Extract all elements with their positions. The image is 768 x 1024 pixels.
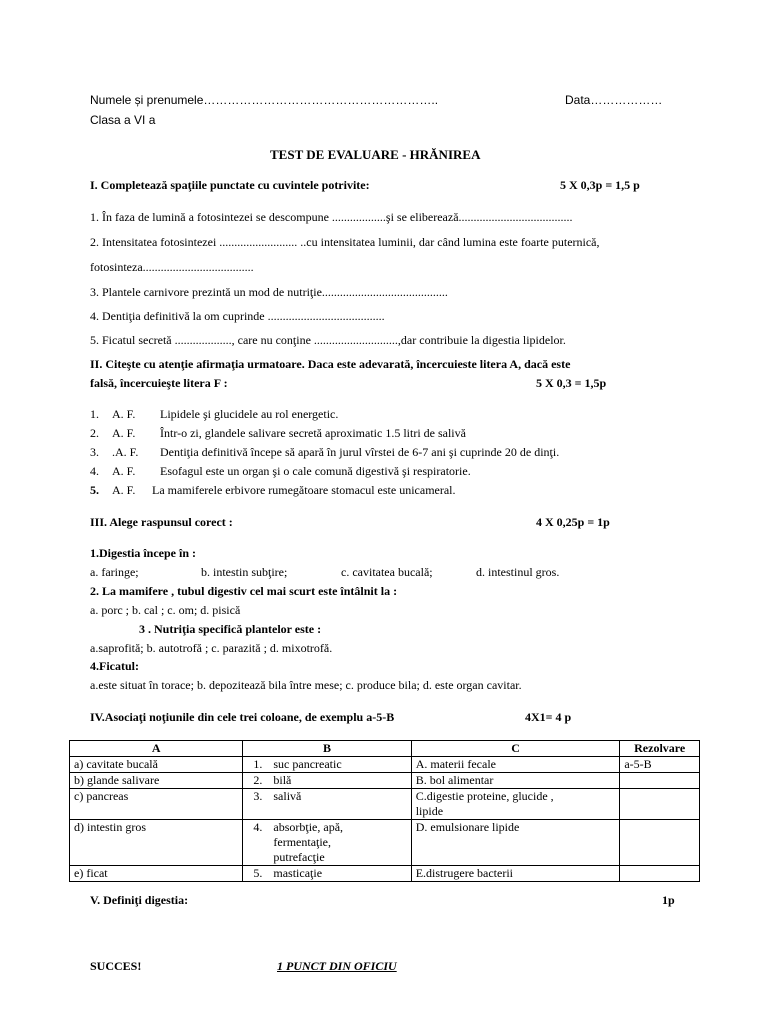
tf-item: [90, 483, 456, 498]
cell-b: [243, 820, 411, 866]
tf-statement: Dentiţia definitivă începe să apară în jurul vîrstei de 6-7 ani şi cuprinde 20 de dinţi.: [160, 445, 560, 459]
column-header-a: A: [70, 741, 243, 757]
cell-a-text: d) intestin gros: [74, 820, 146, 834]
cell-a: [70, 866, 243, 882]
cell-b-text: masticaţie: [273, 866, 323, 880]
tf-choices[interactable]: .A. F.: [112, 445, 139, 459]
cell-rezolvare[interactable]: [620, 773, 700, 789]
cell-c-text: E.distrugere bacterii: [415, 866, 513, 880]
cell-b-text-cont: putrefacţie: [273, 850, 325, 864]
section-2-heading-line-2: falsă, încercuieşte litera F :: [90, 376, 228, 390]
cell-a: [70, 820, 243, 866]
column-header-b: B: [243, 741, 411, 757]
question-3: 3 . Nutriţia specifică plantelor este :: [139, 622, 322, 636]
cell-b-text: absorbţie, apă,: [273, 820, 344, 834]
table-row: [70, 789, 700, 820]
fill-item-4: 4. Dentiţia definitivă la om cuprinde .......................................: [90, 309, 385, 323]
table-row: [70, 866, 700, 882]
cell-b-number: 1.: [253, 757, 263, 771]
tf-item: [90, 407, 338, 422]
cell-a: [70, 789, 243, 820]
name-line: Numele și prenumele…………………………………………………..: [90, 93, 439, 107]
section-5-heading: V. Definiţi digestia:: [90, 893, 189, 907]
tf-choices[interactable]: A. F.: [112, 483, 136, 497]
cell-c-text: C.digestie proteine, glucide ,: [415, 789, 554, 803]
tf-number: 1.: [90, 407, 99, 421]
tf-number: 4.: [90, 464, 99, 478]
cell-b-text: suc pancreatic: [273, 757, 342, 771]
cell-rezolvare[interactable]: [620, 789, 700, 820]
fill-item-2-cont: fotosinteza.....................................: [90, 260, 254, 274]
table-row: [70, 820, 700, 866]
tf-statement: Esofagul este un organ şi o cale comună digestivă şi respiratorie.: [160, 464, 471, 478]
tf-statement: Lipidele şi glucidele au rol energetic.: [160, 407, 339, 421]
section-4-score: 4X1= 4 p: [525, 710, 572, 724]
cell-c: [411, 757, 620, 773]
date-line: Data………………: [565, 93, 663, 107]
cell-rezolvare[interactable]: [620, 866, 700, 882]
fill-item-1: 1. În faza de lumină a fotosintezei se descompune ..................şi se eliberează......................................: [90, 210, 573, 224]
tf-item: [90, 464, 471, 479]
question-3-options[interactable]: a.saprofită; b. autotrofă ; c. parazită ; d. mixotrofă.: [90, 641, 333, 655]
table-row: [70, 773, 700, 789]
tf-choices[interactable]: A. F.: [112, 426, 136, 440]
cell-a-text: e) ficat: [74, 866, 108, 880]
section-1-score: 5 X 0,3p = 1,5 p: [560, 178, 640, 192]
column-header-rezolvare: Rezolvare: [620, 741, 700, 757]
tf-statement: Într-o zi, glandele salivare secretă aproximatic 1.5 litri de salivă: [160, 426, 466, 440]
fill-item-5: 5. Ficatul secretă ..................., care nu conţine ............................,dar contribuie la digestia lipidelor.: [90, 333, 566, 347]
tf-statement: La mamiferele erbivore rumegătoare stomacul este unicameral.: [152, 483, 456, 497]
cell-b-number: 3.: [253, 789, 263, 803]
tf-choices[interactable]: A. F.: [112, 464, 136, 478]
cell-c: [411, 820, 620, 866]
option-d[interactable]: d. intestinul gros.: [476, 565, 560, 579]
association-table: [69, 740, 700, 882]
section-2-score: 5 X 0,3 = 1,5p: [536, 376, 607, 390]
cell-rezolvare[interactable]: [620, 820, 700, 866]
tf-number: 2.: [90, 426, 99, 440]
cell-b: [243, 866, 411, 882]
cell-c-text: B. bol alimentar: [415, 773, 494, 787]
option-b[interactable]: b. intestin subţire;: [201, 565, 288, 579]
section-3-score: 4 X 0,25p = 1p: [536, 515, 610, 529]
tf-item: [90, 445, 559, 460]
option-a[interactable]: a. faringe;: [90, 565, 139, 579]
cell-b: [243, 757, 411, 773]
question-4-options[interactable]: a.este situat în torace; b. depozitează bila între mese; c. produce bila; d. este organ cavitar.: [90, 678, 522, 692]
cell-b-number: 4.: [253, 820, 263, 834]
question-4: 4.Ficatul:: [90, 659, 139, 673]
option-c[interactable]: c. cavitatea bucală;: [341, 565, 433, 579]
table-row: [70, 757, 700, 773]
cell-a-text: b) glande salivare: [74, 773, 160, 787]
cell-c: [411, 773, 620, 789]
cell-rezolvare-text: a-5-B: [624, 757, 652, 771]
fill-item-2: 2. Intensitatea fotosintezei .......................... ..cu intensitatea luminii, dar când lumina este foarte puternică,: [90, 235, 600, 249]
cell-a-text: c) pancreas: [74, 789, 129, 803]
succes-text: SUCCES!: [90, 959, 142, 973]
test-title: TEST DE EVALUARE - HRĂNIREA: [270, 147, 481, 162]
cell-b-number: 2.: [253, 773, 263, 787]
section-2-heading-line-1: II. Citeşte cu atenţie afirmaţia urmatoare. Daca este adevarată, încercuieste litera A, dacă este: [90, 357, 571, 371]
tf-number: 3.: [90, 445, 99, 459]
cell-a: [70, 757, 243, 773]
question-2-options[interactable]: a. porc ; b. cal ; c. om; d. pisică: [90, 603, 241, 617]
fill-item-3: 3. Plantele carnivore prezintă un mod de nutriţie..........................................: [90, 285, 448, 299]
section-3-heading: III. Alege raspunsul corect :: [90, 515, 233, 529]
cell-c: [411, 789, 620, 820]
cell-a-text: a) cavitate bucală: [74, 757, 158, 771]
section-4-heading: IV.Asociaţi noţiunile din cele trei coloane, de exemplu a-5-B: [90, 710, 395, 724]
cell-c: [411, 866, 620, 882]
cell-a: [70, 773, 243, 789]
cell-b-text: bilă: [273, 773, 292, 787]
tf-number: 5.: [90, 483, 99, 497]
cell-b: [243, 773, 411, 789]
cell-b-text: salivă: [273, 789, 302, 803]
cell-c-text: D. emulsionare lipide: [415, 820, 520, 834]
oficiu-text: 1 PUNCT DIN OFICIU: [277, 959, 397, 973]
cell-rezolvare[interactable]: [620, 757, 700, 773]
cell-b-text-cont: fermentaţie,: [273, 835, 332, 849]
table-header-row: [70, 741, 700, 757]
cell-b-number: 5.: [253, 866, 263, 880]
question-2: 2. La mamifere , tubul digestiv cel mai scurt este întâlnit la :: [90, 584, 398, 598]
tf-choices[interactable]: A. F.: [112, 407, 136, 421]
section-1-heading: I. Completează spaţiile punctate cu cuvintele potrivite:: [90, 178, 370, 192]
tf-item: [90, 426, 466, 441]
cell-c-text: A. materii fecale: [415, 757, 496, 771]
question-1: 1.Digestia începe în :: [90, 546, 196, 560]
cell-c-text-cont: lipide: [415, 804, 444, 818]
cell-b: [243, 789, 411, 820]
column-header-c: C: [411, 741, 620, 757]
section-5-score: 1p: [662, 893, 675, 907]
class-line: Clasa a VI a: [90, 113, 156, 127]
